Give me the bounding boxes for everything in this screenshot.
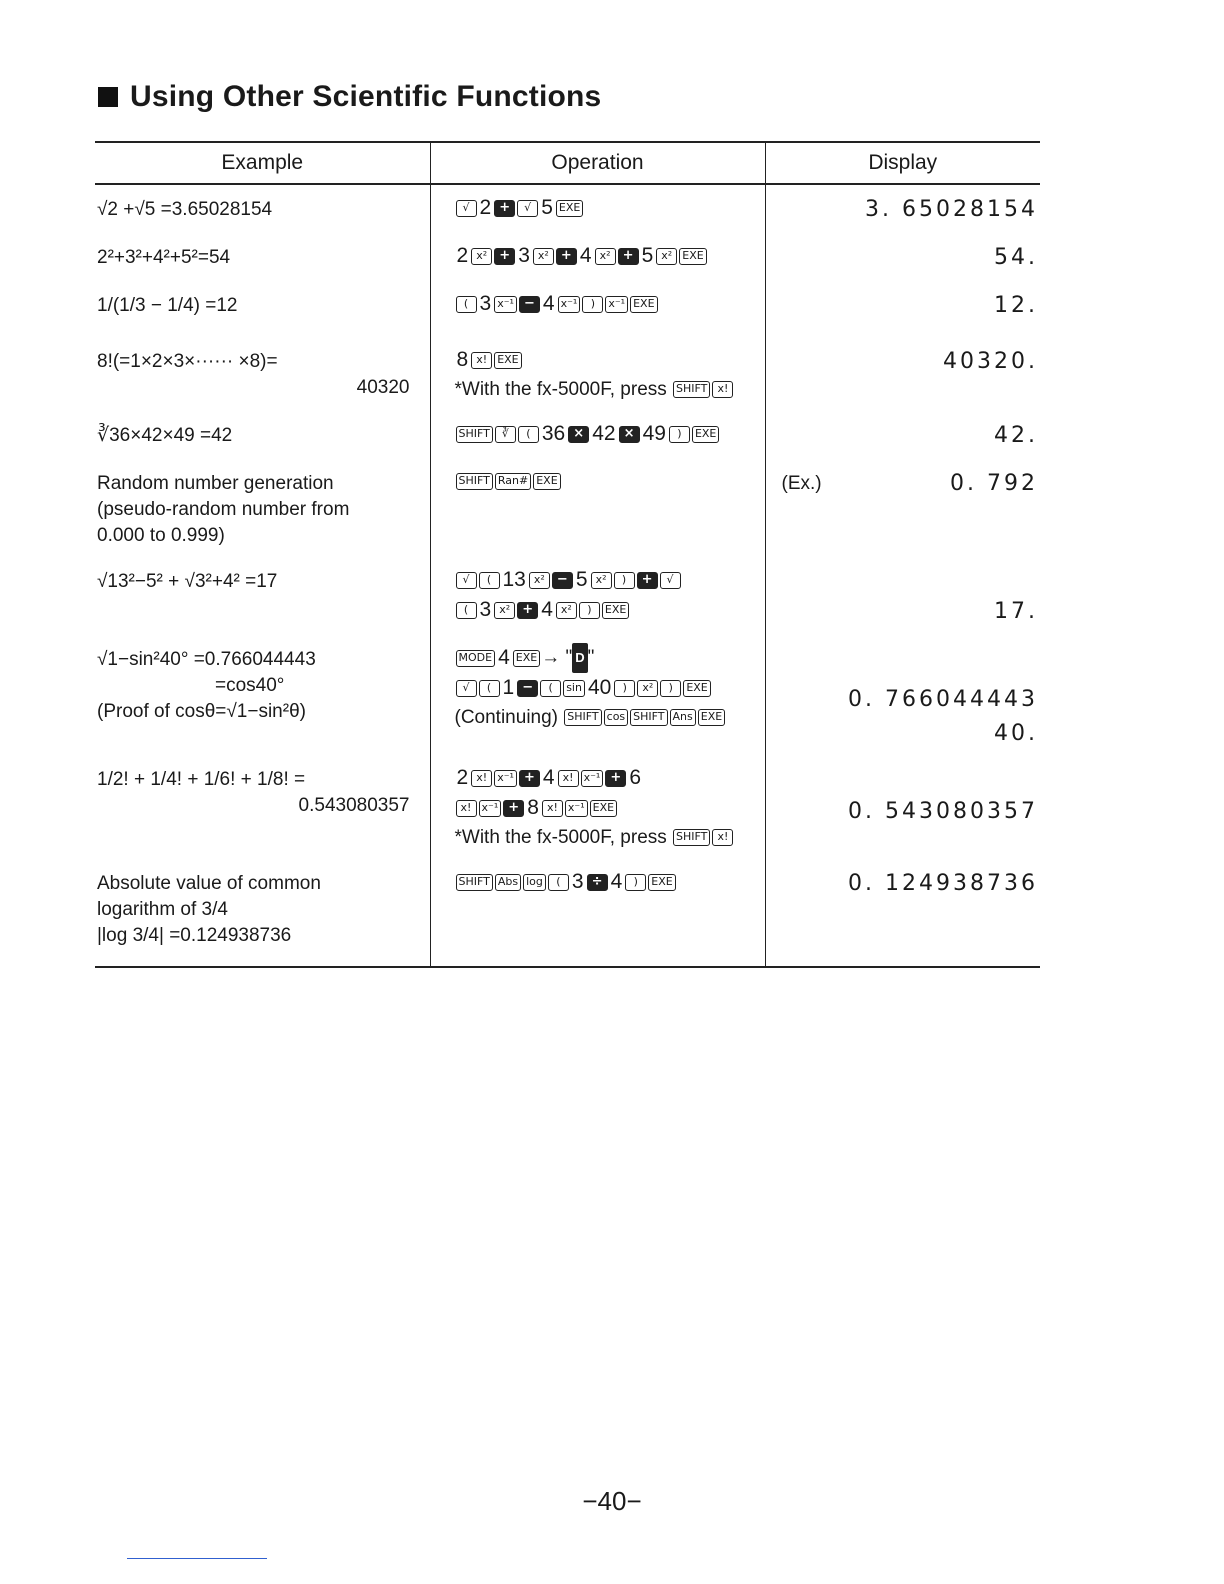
calculator-key: EXE xyxy=(590,800,617,817)
calculator-key: x⁻¹ xyxy=(581,770,604,787)
example-text: ∛36×42×49 =42 xyxy=(97,425,233,446)
display-number: 0. 792 xyxy=(950,471,1038,496)
calculator-key: x² xyxy=(556,602,577,619)
calculator-key: cos xyxy=(604,709,629,726)
operation-cell xyxy=(430,184,765,233)
example-text: √2 +√5 =3.65028154 xyxy=(97,199,273,220)
number-entry: 36 xyxy=(541,422,566,445)
number-entry: 2 xyxy=(456,244,469,267)
operation-cell xyxy=(430,755,765,859)
example-text: 1/2! + 1/4! + 1/6! + 1/8! = xyxy=(97,769,306,790)
calculator-key: − xyxy=(552,572,573,589)
display-cell xyxy=(765,859,1040,967)
quote-text: " xyxy=(587,647,595,668)
calculator-key: SHIFT xyxy=(630,709,667,726)
number-entry: 4 xyxy=(542,766,555,789)
calculator-key: x! xyxy=(558,770,579,787)
number-entry: 8 xyxy=(456,348,469,371)
key-sequence xyxy=(455,793,765,823)
number-entry: 5 xyxy=(641,244,654,267)
example-text: 0.000 to 0.999) xyxy=(97,525,225,546)
number-entry: 13 xyxy=(502,568,526,591)
calculator-key: x² xyxy=(529,572,550,589)
display-cell xyxy=(765,557,1040,635)
number-entry: 1 xyxy=(502,676,515,699)
calculator-key: √ xyxy=(517,200,538,217)
calculator-key: SHIFT xyxy=(456,473,493,490)
example-text: 0.543080357 xyxy=(298,795,410,816)
calculator-key: × xyxy=(568,426,589,443)
calculator-key: ( xyxy=(540,680,561,697)
display-value xyxy=(766,199,1039,221)
number-entry: 5 xyxy=(541,196,553,219)
number-entry: 42 xyxy=(592,422,616,445)
key-sequence xyxy=(455,193,765,223)
calculator-key: x! xyxy=(712,829,733,846)
calculator-key: EXE xyxy=(513,650,540,667)
number-entry: 3 xyxy=(479,292,492,315)
display-number: 40320. xyxy=(943,349,1038,374)
example-text: 1/(1/3 − 1/4) =12 xyxy=(97,295,238,316)
table-row xyxy=(95,411,1040,459)
calculator-key: ÷ xyxy=(587,874,608,891)
example-text: |log 3/4| =0.124938736 xyxy=(97,925,292,946)
calculator-key: x⁻¹ xyxy=(558,296,581,313)
calculator-key: Ran# xyxy=(495,473,531,490)
calculator-key: SHIFT xyxy=(456,874,493,891)
display-number: 3. 65028154 xyxy=(865,197,1038,222)
example-text: Random number generation xyxy=(97,473,334,494)
operation-cell xyxy=(430,459,765,557)
arrow-text: → " xyxy=(541,647,573,668)
number-entry: 5 xyxy=(575,568,588,591)
calculator-key: √ xyxy=(456,200,477,217)
operation-cell xyxy=(430,233,765,281)
calculator-key: x² xyxy=(494,602,515,619)
display-value xyxy=(766,801,1039,823)
calculator-key: EXE xyxy=(494,352,521,369)
key-sequence xyxy=(455,673,765,703)
note-text: *With the fx-5000F, press xyxy=(454,827,673,848)
calculator-key: MODE xyxy=(456,650,496,667)
calculator-key: EXE xyxy=(692,426,719,443)
number-entry: 8 xyxy=(527,796,539,819)
calculator-key: + xyxy=(605,770,626,787)
calculator-key: ( xyxy=(479,572,500,589)
continuing-line xyxy=(455,703,765,733)
display-number: 12. xyxy=(994,293,1038,318)
calculator-key: x² xyxy=(656,248,677,265)
calculator-key: + xyxy=(637,572,658,589)
functions-table xyxy=(95,141,1040,968)
example-cell xyxy=(95,233,430,281)
calculator-key: EXE xyxy=(679,248,706,265)
calculator-key: log xyxy=(523,874,546,891)
key-sequence xyxy=(455,345,765,375)
display-cell xyxy=(765,184,1040,233)
operation-cell xyxy=(430,281,765,337)
example-cell xyxy=(95,459,430,557)
calculator-key: x² xyxy=(637,680,658,697)
calculator-key: EXE xyxy=(683,680,710,697)
calculator-key: √ xyxy=(660,572,681,589)
calculator-key: EXE xyxy=(533,473,560,490)
calculator-key: + xyxy=(618,248,639,265)
table-row xyxy=(95,337,1040,411)
model-note xyxy=(455,379,765,401)
calculator-key: Abs xyxy=(495,874,521,891)
number-entry: 2 xyxy=(456,766,469,789)
example-text: =cos40° xyxy=(215,675,285,696)
table-row xyxy=(95,859,1040,967)
example-text: (pseudo-random number from xyxy=(97,499,350,520)
display-cell xyxy=(765,459,1040,557)
display-value xyxy=(766,351,1039,373)
continuing-label: (Continuing) xyxy=(454,707,564,728)
calculator-key: √ xyxy=(456,572,477,589)
key-sequence xyxy=(455,867,765,897)
calculator-key: x² xyxy=(595,248,616,265)
calculator-key: ) xyxy=(614,572,635,589)
display-cell xyxy=(765,233,1040,281)
calculator-key: x⁻¹ xyxy=(479,800,502,817)
display-cell xyxy=(765,755,1040,859)
calculator-key: x! xyxy=(471,352,492,369)
calculator-key: x² xyxy=(471,248,492,265)
calculator-key: ) xyxy=(614,680,635,697)
display-number: 54. xyxy=(994,245,1038,270)
operation-cell xyxy=(430,411,765,459)
calculator-key: x⁻¹ xyxy=(605,296,628,313)
calculator-key: + xyxy=(494,200,515,217)
degree-mode-indicator: D xyxy=(572,643,587,673)
example-text: 2²+3²+4²+5²=54 xyxy=(97,247,231,268)
table-row xyxy=(95,755,1040,859)
key-sequence xyxy=(455,643,765,673)
square-bullet-icon xyxy=(98,87,118,107)
example-text: (Proof of cosθ=√1−sin²θ) xyxy=(97,701,306,722)
example-cell xyxy=(95,281,430,337)
calculator-key: EXE xyxy=(648,874,675,891)
table-row xyxy=(95,635,1040,755)
display-value xyxy=(766,247,1039,269)
display-cell xyxy=(765,411,1040,459)
calculator-key: SHIFT xyxy=(564,709,601,726)
display-cell xyxy=(765,281,1040,337)
calculator-key: x⁻¹ xyxy=(494,296,517,313)
calculator-key: sin xyxy=(563,680,585,697)
calculator-key: EXE xyxy=(556,200,583,217)
display-number: 0. 543080357 xyxy=(848,799,1038,824)
calculator-key: x! xyxy=(712,381,733,398)
example-text: logarithm of 3/4 xyxy=(97,899,228,920)
calculator-key: + xyxy=(503,800,524,817)
display-value xyxy=(766,873,1039,895)
number-entry: 49 xyxy=(642,422,666,445)
calculator-key: ) xyxy=(582,296,603,313)
number-entry: 40 xyxy=(587,676,612,699)
display-number: 0. 124938736 xyxy=(848,871,1038,896)
number-entry: 3 xyxy=(571,870,584,893)
display-value xyxy=(766,425,1039,447)
calculator-key: − xyxy=(519,296,540,313)
example-cell xyxy=(95,755,430,859)
calculator-key: x! xyxy=(542,800,563,817)
table-body xyxy=(95,184,1040,967)
calculator-key: EXE xyxy=(698,709,725,726)
calculator-key: x² xyxy=(533,248,554,265)
key-sequence xyxy=(455,419,765,449)
header-operation: Operation xyxy=(430,142,765,184)
key-sequence xyxy=(455,289,765,319)
key-sequence xyxy=(455,565,765,595)
table-row xyxy=(95,184,1040,233)
calculator-key: ) xyxy=(625,874,646,891)
number-entry: 4 xyxy=(541,598,553,621)
calculator-key: ) xyxy=(669,426,690,443)
example-text: Absolute value of common xyxy=(97,873,321,894)
example-cell xyxy=(95,411,430,459)
number-entry: 4 xyxy=(542,292,555,315)
example-cell xyxy=(95,337,430,411)
calculator-key: ( xyxy=(456,602,477,619)
display-value xyxy=(766,601,1039,623)
calculator-key: x! xyxy=(471,770,492,787)
note-text: *With the fx-5000F, press xyxy=(454,379,673,400)
operation-cell xyxy=(430,635,765,755)
example-cell xyxy=(95,557,430,635)
display-value-2: 40. xyxy=(994,721,1038,746)
operation-cell xyxy=(430,337,765,411)
operation-cell xyxy=(430,557,765,635)
calculator-key: ( xyxy=(548,874,569,891)
calculator-key: x⁻¹ xyxy=(565,800,588,817)
calculator-key: ∛ xyxy=(495,426,516,443)
table-row xyxy=(95,459,1040,557)
key-sequence xyxy=(455,595,765,625)
example-cell xyxy=(95,635,430,755)
operation-cell xyxy=(430,859,765,967)
display-number: 0. 766044443 xyxy=(848,687,1038,712)
calculator-key: SHIFT xyxy=(673,381,710,398)
calculator-key: + xyxy=(519,770,540,787)
calculator-key: x² xyxy=(591,572,612,589)
calculator-key: ( xyxy=(518,426,539,443)
calculator-key: ( xyxy=(456,296,477,313)
calculator-key: EXE xyxy=(602,602,629,619)
number-entry: 4 xyxy=(610,870,623,893)
display-number: 17. xyxy=(994,599,1038,624)
number-entry: 6 xyxy=(629,766,642,789)
calculator-key: x! xyxy=(456,800,477,817)
table-row xyxy=(95,281,1040,337)
calculator-key: SHIFT xyxy=(456,426,493,443)
example-text: 40320 xyxy=(356,377,410,398)
example-prefix: (Ex.) xyxy=(781,473,822,494)
display-cell xyxy=(765,337,1040,411)
calculator-key: SHIFT xyxy=(673,829,710,846)
calculator-key: ( xyxy=(479,680,500,697)
number-entry: 4 xyxy=(579,244,592,267)
calculator-key: x⁻¹ xyxy=(494,770,517,787)
display-cell xyxy=(765,635,1040,755)
table-row xyxy=(95,557,1040,635)
calculator-key: √ xyxy=(456,680,477,697)
example-text: √13²−5² + √3²+4² =17 xyxy=(97,571,278,592)
number-entry: 4 xyxy=(498,646,510,669)
header-display: Display xyxy=(765,142,1040,184)
calculator-key: − xyxy=(517,680,538,697)
header-example: Example xyxy=(95,142,430,184)
key-sequence xyxy=(455,241,765,271)
page-number: −40− xyxy=(582,1486,642,1516)
calculator-key: Ans xyxy=(670,709,696,726)
calculator-key: + xyxy=(517,602,538,619)
calculator-key: + xyxy=(556,248,577,265)
number-entry: 3 xyxy=(518,244,530,267)
example-cell xyxy=(95,184,430,233)
calculator-key: + xyxy=(494,248,515,265)
example-cell xyxy=(95,859,430,967)
example-text: 8!(=1×2×3×······ ×8)= xyxy=(97,351,278,372)
calculator-key: ) xyxy=(579,602,600,619)
underline-mark xyxy=(127,1558,267,1559)
calculator-key: EXE xyxy=(630,296,657,313)
page-title: Using Other Scientific Functions xyxy=(98,80,601,114)
display-value xyxy=(766,473,1039,495)
calculator-key: × xyxy=(619,426,640,443)
display-value xyxy=(766,689,1039,711)
key-sequence xyxy=(455,467,765,497)
model-note xyxy=(455,827,765,849)
display-value xyxy=(766,295,1039,317)
example-text: √1−sin²40° =0.766044443 xyxy=(97,649,316,670)
number-entry: 3 xyxy=(479,598,492,621)
calculator-key: ) xyxy=(660,680,681,697)
display-number: 42. xyxy=(994,423,1038,448)
number-entry: 2 xyxy=(479,196,492,219)
key-sequence xyxy=(455,763,765,793)
table-row xyxy=(95,233,1040,281)
